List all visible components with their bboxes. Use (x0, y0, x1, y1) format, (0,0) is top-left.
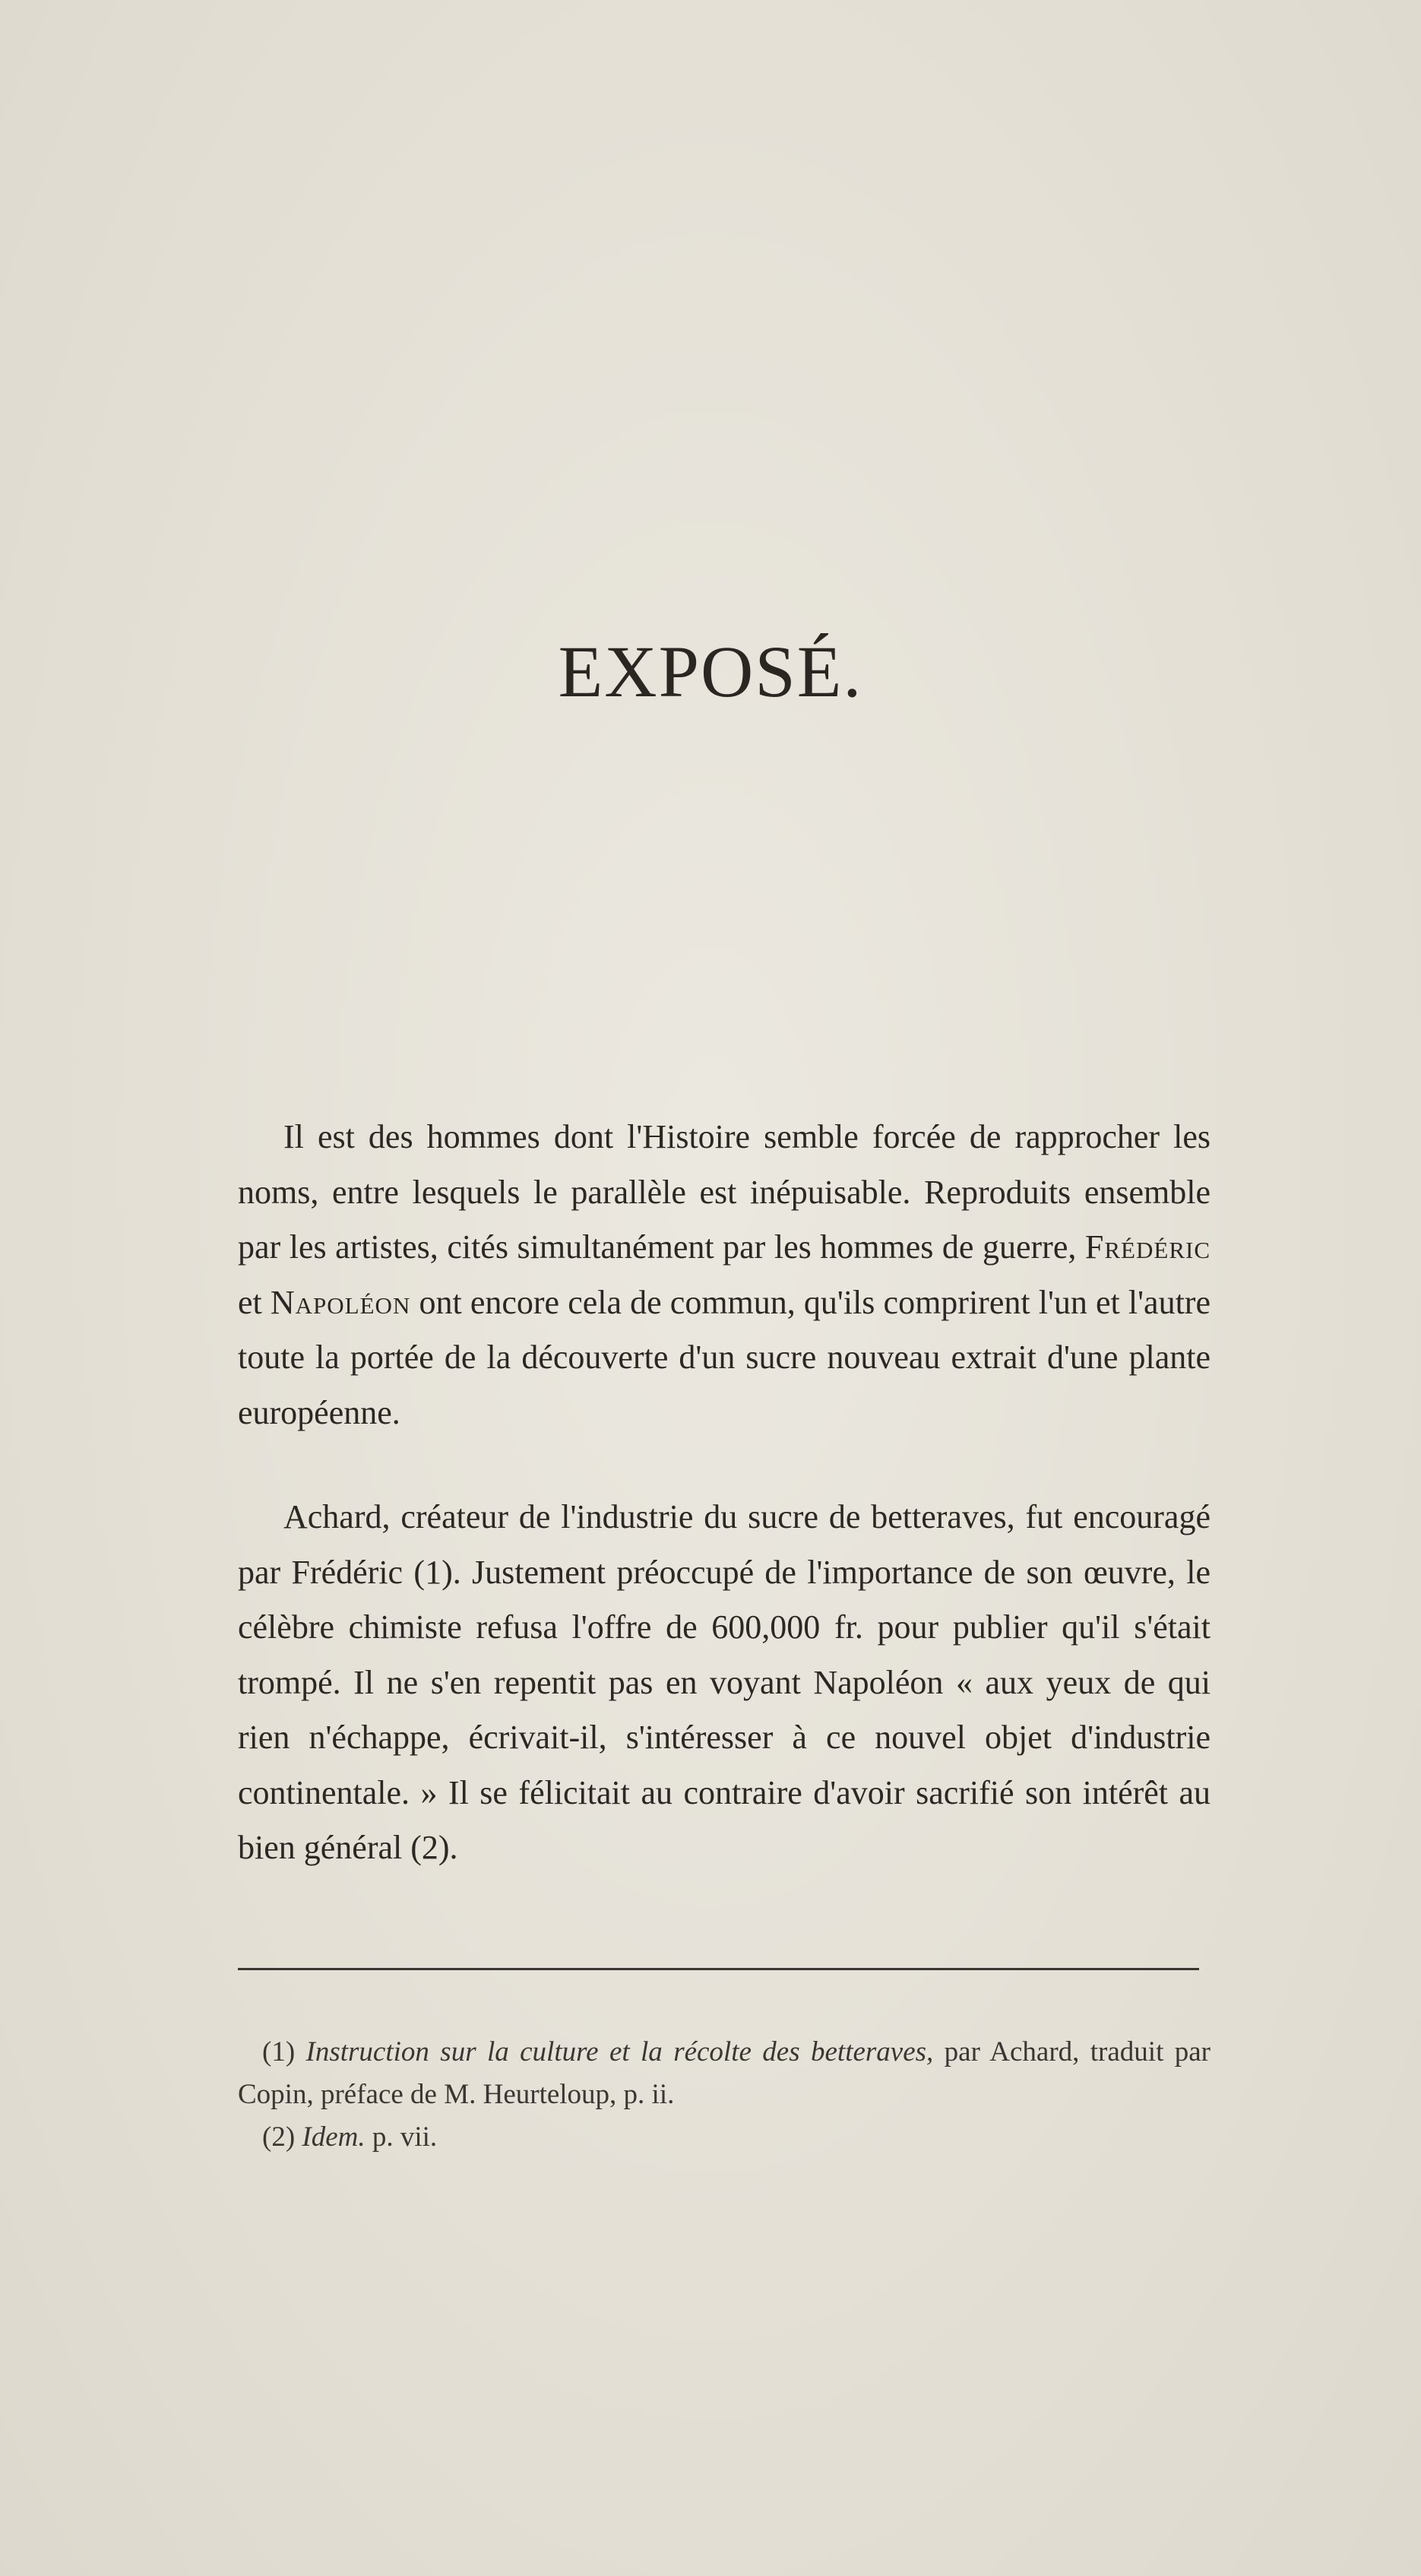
name-frederic: Frédéric (1084, 1228, 1211, 1266)
footnote-1-marker: (1) (262, 2036, 306, 2067)
footnote-2 (238, 2116, 1211, 2159)
footnote-1 (238, 2031, 1211, 2116)
footnote-2-title: Idem. (302, 2121, 366, 2153)
name-napoleon: Napoléon (270, 1283, 411, 1321)
paragraph-2: Achard, créateur de l'industrie du sucre de betteraves, fut encouragé par Frédéric (1). Justement préoccupé de l'importance de son œuvre, le célèbre chimiste refusa l'offre de 600,000 fr. pour publier qu'il s'était trompé. Il ne s'en repentit pas en voyant Napoléon « aux yeux de qui rien n'échappe, écrivait-il, s'intéresser à ce nouvel objet d'industrie continentale. » Il se félicitait au contraire d'avoir sacrifié son intérêt au bien général (2). (238, 1498, 1211, 1866)
paragraph-1-text-b: ont encore cela de commun, qu'ils comprirent l'un et l'autre toute la portée de la découverte d'un sucre nouveau extrait d'une plante européenne. (238, 1283, 1211, 1431)
paragraph-1-conjunction: et (238, 1283, 271, 1321)
footnote-divider (238, 1968, 1199, 1970)
paragraph-1 (238, 1110, 1211, 1440)
paragraph-1-text-a: Il est des hommes dont l'Histoire semble forcée de rapprocher les noms, entre lesquels le parallèle est inépuisable. Reproduits ensemble par les artistes, cités simultanément par les hommes de guerre, (238, 1118, 1211, 1266)
footnote-1-title: Instruction sur la culture et la récolte des betteraves, (305, 2036, 934, 2067)
footnote-1-text: par Achard, traduit par Copin, préface de M. Heurteloup, p. ii. (238, 2036, 1211, 2110)
footnote-2-marker: (2) (262, 2121, 302, 2153)
footnote-2-text: p. vii. (365, 2121, 438, 2153)
page-title: EXPOSÉ. (558, 631, 863, 712)
